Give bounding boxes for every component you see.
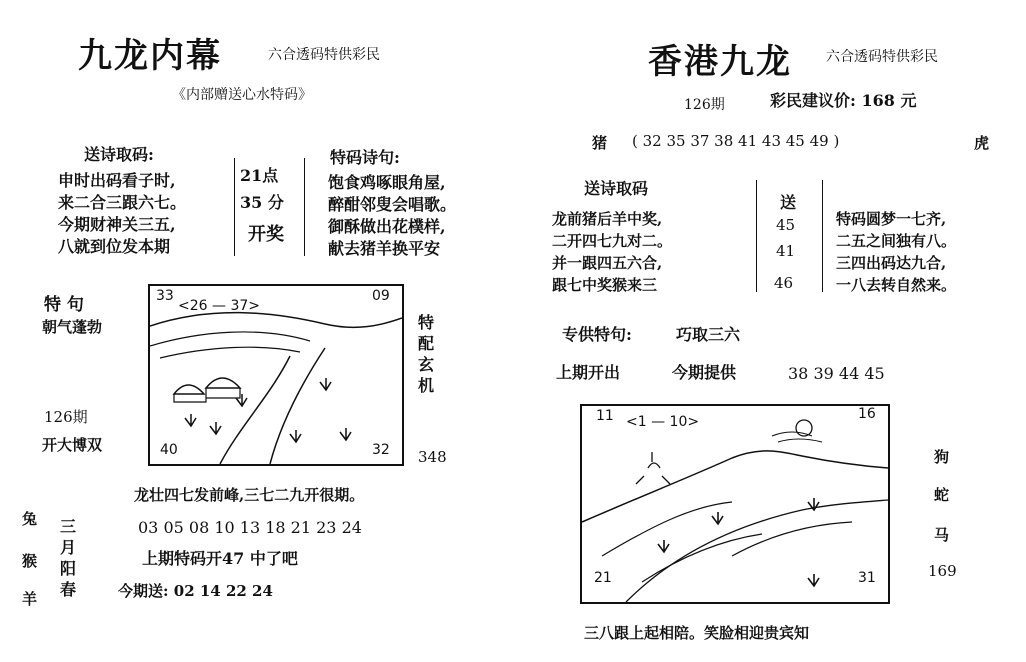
right-code-numbers: ( 32 35 37 38 41 43 45 49 ) — [632, 132, 840, 150]
draw-label: 开奖 — [248, 224, 284, 245]
special-line: 特码圆梦一七齐, — [836, 210, 947, 228]
poem-line: 今期财神关三五, — [58, 215, 176, 234]
left-subtitle: 六合透码特供彩民 — [268, 47, 380, 63]
right-title: 香港九龙 — [648, 42, 792, 82]
special-line: 一八去转自然来。 — [836, 276, 957, 294]
divider — [756, 180, 757, 292]
vertical-char: 阳 — [59, 559, 76, 578]
tiger-label: 虎 — [974, 134, 990, 152]
sketch-arrow: <1 — 10> — [626, 414, 700, 430]
sketch-tr: 16 — [858, 406, 876, 422]
today-numbers: 38 39 44 45 — [788, 364, 885, 383]
vertical-char: 三 — [59, 517, 76, 536]
right-subtitle: 六合透码特供彩民 — [826, 49, 938, 65]
left-verse: 龙壮四七发前峰,三七二九开很期。 — [134, 486, 365, 504]
last-label: 上期开出 — [556, 363, 621, 382]
poem-line: 八就到位发本期 — [58, 237, 171, 256]
vertical-char: 配 — [417, 334, 434, 353]
left-sketch — [148, 284, 404, 466]
left-gift-line: 《内部赠送心水特码》 — [172, 87, 312, 103]
special-line: 二五之间独有八。 — [836, 232, 957, 250]
send-number: 46 — [774, 274, 794, 292]
vertical-char: 月 — [59, 538, 76, 557]
poem-line: 二开四七九对二。 — [552, 232, 673, 250]
left-side-number: 348 — [418, 448, 447, 466]
zodiac-1: 兔 — [22, 510, 38, 528]
divider — [304, 158, 305, 256]
sketch-bl: 21 — [594, 570, 612, 586]
left-title: 九龙内幕 — [78, 36, 222, 76]
right-price: 彩民建议价: 168 元 — [770, 91, 917, 110]
special-line: 醉酣邻叟会唱歌。 — [328, 195, 457, 214]
teju-label: 特 句 — [44, 295, 84, 315]
sketch-arrow: <26 — 37> — [178, 298, 260, 314]
right-issue: 126期 — [684, 97, 725, 113]
sketch-tr: 09 — [372, 288, 390, 304]
special-phrase: 巧取三六 — [676, 325, 741, 344]
left-side-vertical — [416, 312, 436, 396]
vertical-char: 特 — [417, 313, 434, 332]
right-sketch-drawing — [582, 406, 888, 602]
divider — [234, 158, 235, 256]
draw-minute: 35 分 — [240, 193, 284, 212]
sketch-br: 32 — [372, 442, 390, 458]
left-today-send: 今期送: 02 14 22 24 — [118, 582, 273, 600]
right-side-number: 169 — [928, 562, 957, 580]
left-special-poem — [328, 172, 456, 260]
right-footer: 三八跟上起相陪。笑脸相迎贵宾知 — [584, 624, 810, 642]
zodiac-horse: 马 — [934, 526, 950, 544]
pig-label: 猪 — [592, 134, 608, 152]
divider — [822, 180, 823, 292]
send-number: 45 — [776, 216, 796, 234]
poem-line: 龙前猪后羊中奖, — [552, 210, 663, 228]
zodiac-2: 猴 — [22, 552, 38, 570]
special-line: 献去猪羊换平安 — [328, 239, 441, 258]
left-issue: 126期 — [44, 408, 88, 426]
special-phrase-label: 专供特句: — [562, 325, 632, 344]
left-last-special: 上期特码开47 中了吧 — [142, 549, 298, 568]
left-numbers: 03 05 08 10 13 18 21 23 24 — [138, 518, 362, 537]
left-special-heading: 特码诗句: — [330, 148, 400, 167]
zodiac-3: 羊 — [22, 590, 38, 608]
draw-hour: 21点 — [240, 166, 279, 185]
vertical-char: 机 — [417, 376, 434, 395]
zodiac-snake: 蛇 — [934, 486, 950, 504]
zodiac-dog: 狗 — [934, 448, 950, 466]
sketch-bl: 40 — [160, 442, 178, 458]
poem-line: 申时出码看子时, — [58, 171, 176, 190]
right-poem — [552, 208, 672, 296]
poem-line: 跟七中奖猴来三 — [552, 276, 658, 294]
vertical-char: 玄 — [417, 355, 434, 374]
right-sketch — [580, 404, 890, 604]
poem-line: 来二合三跟六七。 — [58, 193, 187, 212]
poem-line: 并一跟四五六合, — [552, 254, 663, 272]
left-poem-heading: 送诗取码: — [84, 145, 154, 164]
special-line: 三四出码达九合, — [836, 254, 947, 272]
teju-value: 朝气蓬勃 — [42, 318, 103, 336]
left-poem — [58, 170, 186, 258]
send-number: 41 — [776, 242, 796, 260]
special-line: 御酥做出花樸样, — [328, 217, 446, 236]
today-label: 今期提供 — [672, 363, 737, 382]
sketch-tl: 33 — [156, 288, 174, 304]
left-issue-note: 开大博双 — [42, 436, 103, 454]
right-special-poem — [836, 208, 956, 296]
sketch-tl: 11 — [596, 408, 614, 424]
sketch-br: 31 — [858, 570, 876, 586]
special-line: 饱食鸡啄眼角屋, — [328, 173, 446, 192]
right-poem-heading: 送诗取码 — [584, 179, 649, 198]
vertical-char: 春 — [59, 580, 76, 599]
send-label: 送 — [780, 193, 797, 212]
spring-vertical — [58, 516, 78, 600]
